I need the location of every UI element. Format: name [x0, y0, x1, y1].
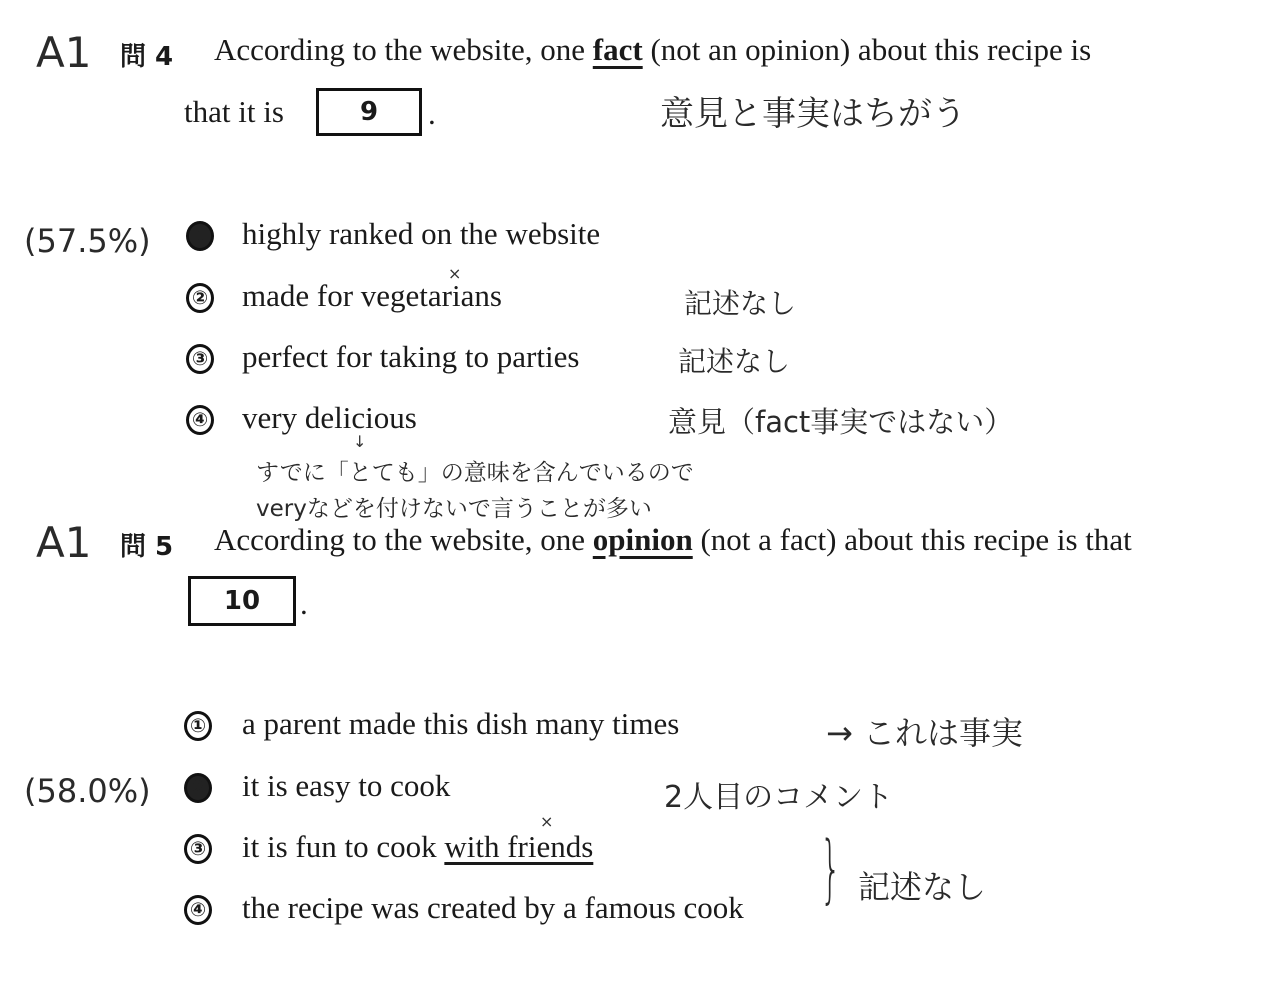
q5-option-3-marker: ③ — [184, 834, 212, 864]
q4-option-2-marker: ② — [186, 283, 214, 313]
q5-option-3-text-before: it is fun to cook — [242, 829, 445, 864]
q4-option-2-text: made for vegetarians — [242, 278, 502, 313]
q5-option-1-marker: ① — [184, 711, 212, 741]
q4-option-1-marker: 1 — [186, 221, 214, 251]
q4-option-3-marker: ③ — [186, 344, 214, 374]
q5-option-1-text: a parent made this dish many times — [242, 706, 680, 741]
q4-option-2-note: 記述なし — [684, 287, 797, 320]
q4-period: . — [428, 96, 436, 131]
q5-period: . — [300, 586, 308, 621]
q4-x-mark: × — [448, 264, 462, 283]
q4-option-4-marker: ④ — [186, 405, 214, 435]
q4-grade-mark: A1 — [36, 28, 92, 77]
q5-stem — [214, 522, 1132, 558]
q5-keyword: opinion — [592, 522, 693, 557]
q4-option-4-text: very delicious — [242, 400, 417, 435]
q5-label: 問 5 — [120, 532, 174, 562]
q4-stem-before: According to the website, one — [214, 32, 593, 67]
q4-stem — [214, 32, 1091, 68]
q4-option-3-note: 記述なし — [678, 345, 791, 378]
q5-option-4-text: the recipe was created by a famous cook — [242, 890, 744, 925]
q4-label: 問 4 — [120, 42, 174, 72]
q4-option-1-text: highly ranked on the website — [242, 216, 601, 251]
q4-option-3-text: perfect for taking to parties — [242, 339, 580, 374]
q4-option-4-note: 意見（fact事実ではない） — [668, 405, 1014, 439]
q4-keyword: fact — [592, 32, 643, 67]
q5-option-2-marker: 2 — [184, 773, 212, 803]
q4-correct-rate: (57.5%) — [24, 222, 151, 260]
q5-option-2-note: 2人目のコメント — [664, 780, 894, 815]
q4-explanation-line-1: すでに「とても」の意味を含んでいるので — [256, 460, 694, 486]
q4-line2: that it is — [184, 94, 284, 129]
q5-option-2-text: it is easy to cook — [242, 768, 451, 803]
q5-option-3-underlined: with friends — [444, 829, 594, 864]
q5-answer-blank: 10 — [188, 576, 296, 626]
q4-answer-blank: 9 — [316, 88, 422, 136]
q4-arrow: ↓ — [353, 432, 367, 451]
q5-x-mark: × — [540, 812, 554, 831]
q5-stem-before: According to the website, one — [214, 522, 593, 557]
q5-brace-note: 記述なし — [858, 868, 987, 906]
q5-correct-rate: (58.0%) — [24, 772, 151, 810]
q5-option-1-note: → これは事実 — [826, 714, 1023, 752]
q5-brace: } — [820, 826, 842, 912]
q5-option-3-text — [242, 829, 593, 865]
q5-option-4-marker: ④ — [184, 895, 212, 925]
q4-explanation-line-2: veryなどを付けないで言うことが多い — [256, 496, 652, 522]
q4-handwritten-note: 意見と事実はちがう — [660, 94, 966, 134]
q4-stem-after: (not an opinion) about this recipe is — [642, 32, 1092, 67]
q5-stem-after: (not a fact) about this recipe is that — [692, 522, 1132, 557]
q5-grade-mark: A1 — [36, 518, 92, 567]
